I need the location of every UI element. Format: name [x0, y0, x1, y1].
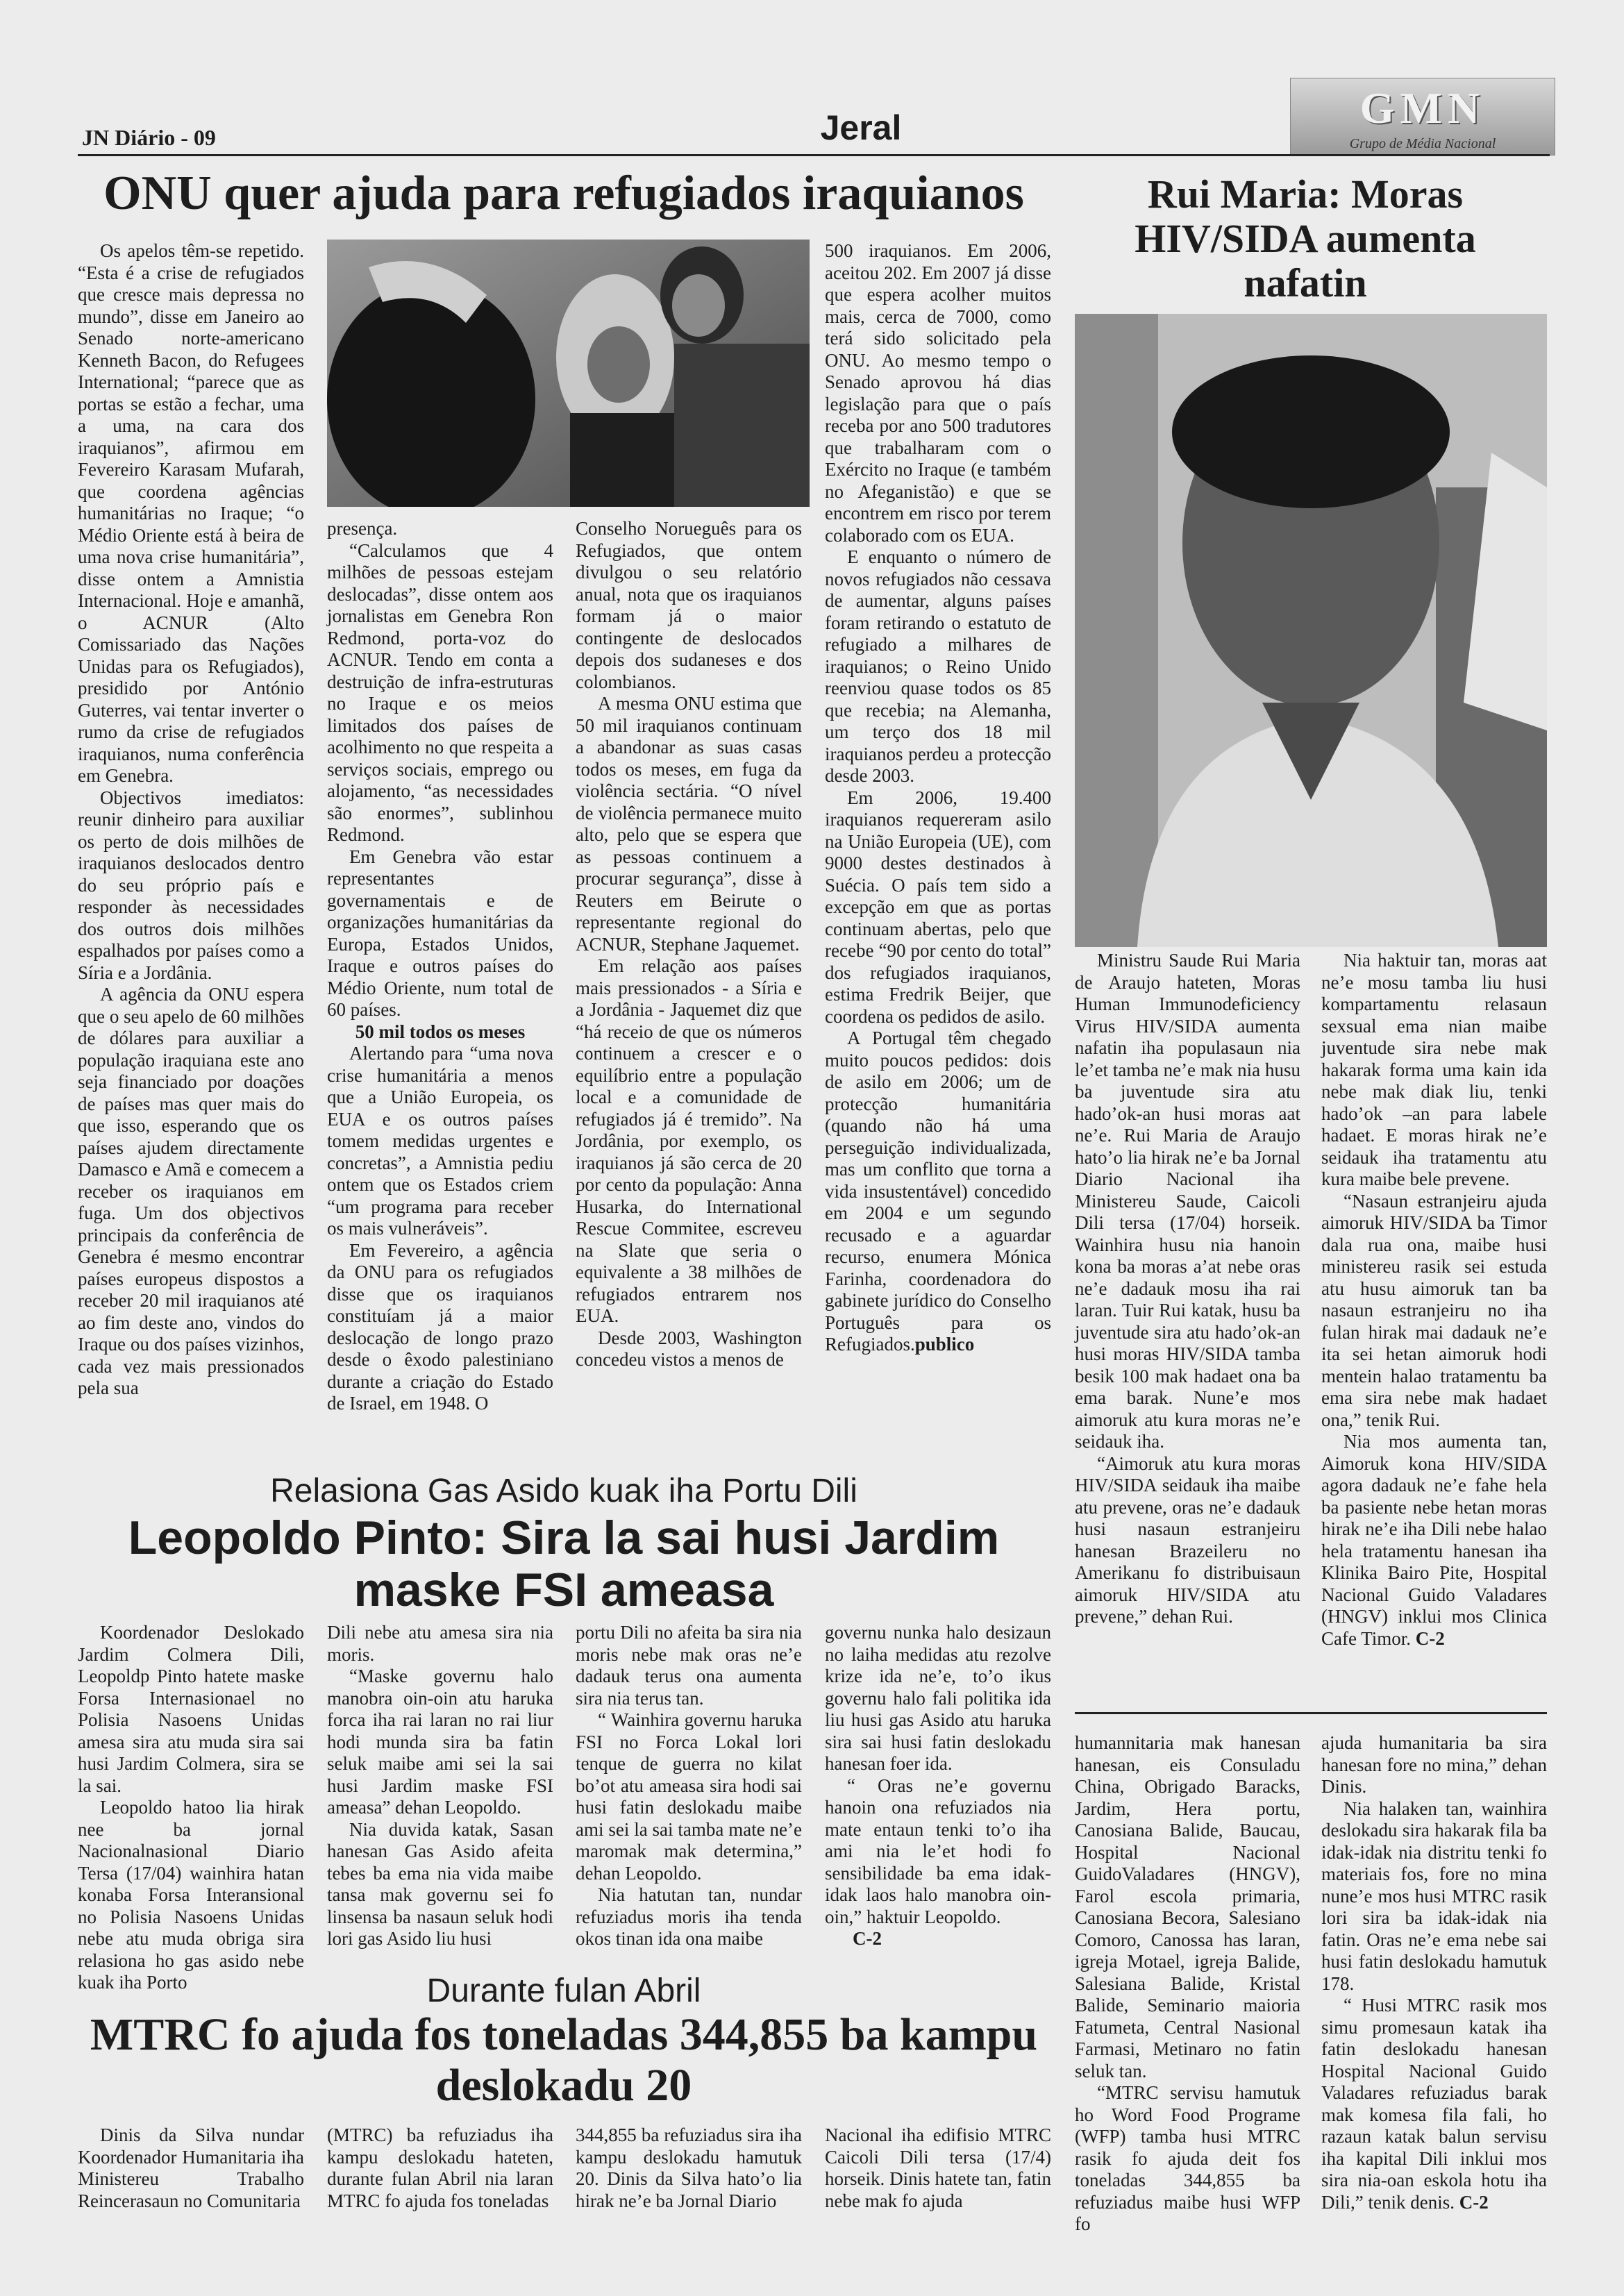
article1-col1	[78, 240, 304, 1400]
rui-maria-portrait	[1075, 314, 1547, 947]
paragraph-text: A Portugal têm chegado muito poucos pedidos: dois de asilo em 2006; um de protecção humanitária (quando não há uma perseguição individualizada, mas um conflito que torna a vida insustentável) concedido em 2004 e um segundo recusado e a aguardar recurso, enumera Mónica Farinha, coordenadora do gabinete jurídico do Conselho Português para os Refugiados.	[825, 1028, 1051, 1355]
paragraph: Nia duvida katak, Sasan hanesan Gas Asido afeita tebes ba ema nia vida maibe tansa mak governu sei fo linsensa ba nasaun seluk hodi lori gas Asido liu husi	[327, 1818, 553, 1949]
source-tag: publico	[914, 1334, 975, 1355]
paragraph: A mesma ONU estima que 50 mil iraquianos continuam a abandonar as suas casas todos os meses, em fuga da violência sectária. “O nível de violência permanece muito alto, pelo que se espera que as pessoas continuem a procurar segurança”, disse à Reuters em Beirute o representante regional do ACNUR, Stephane Jaquemet.	[576, 693, 802, 955]
paragraph: governu nunka halo desizaun no laiha medidas atu rezolve krize ida ne’e, to’o ikus governu halo fali politika ida liu husi gas Asido atu haruka sira sai husi fatin deslokadu hanesan foer ida.	[825, 1622, 1051, 1774]
paragraph: portu Dili no afeita ba sira nia moris nebe mak oras ne’e dadauk terus ona aumenta sira nia terus tan.	[576, 1622, 802, 1709]
article4-headline: MTRC fo ajuda fos toneladas 344,855 ba kampu deslokadu 20	[90, 2009, 1038, 2111]
article4-col2	[327, 2125, 553, 2212]
paragraph-text: “ Husi MTRC rasik mos simu promesaun katak iha fatin deslokadu hanesan Hospital Nacional Guido Valadares refuziadus barak mak komesa fila fali, ho razaun katak balun servisu iha kapital Dili inklui mos sira nia-oan eskola hotu iha Dili,” tenik denis.	[1321, 1995, 1547, 2213]
article2-end-rule	[1075, 1712, 1547, 1714]
code-line	[825, 1928, 1051, 1950]
article1-col4	[825, 240, 1051, 1356]
paragraph: “ Wainhira governu haruka FSI no Forca Lokal lori tenque de guerra no kilat bo’ot atu ameasa sira hodi sai husi fatin deslokadu maibe ami sei la sai tamba mate ne’e maromak mak determina,” dehan Leopoldo.	[576, 1709, 802, 1884]
paragraph: Nia hatutan tan, nundar refuziadus moris iha tenda okos tinan ida ona maibe	[576, 1884, 802, 1949]
logo-subtitle: Grupo de Média Nacional	[1349, 136, 1496, 151]
gmn-logo	[1290, 78, 1555, 156]
paragraph: Conselho Norueguês para os Refugiados, que ontem divulgou o seu relatório anual, nota que os iraquianos formam já o maior contingente de deslocados depois dos sudaneses e dos colombianos.	[576, 518, 802, 692]
paragraph: Nia halaken tan, wainhira deslokadu sira hakarak fila ba idak-idak nia distritu tenki fo materiais fos, fore no mina nune’e mos husi MTRC rasik lori sira ba idak-idak nia fatin. Oras ne’e ema nebe sai husi fatin deslokadu hamutuk 178.	[1321, 1798, 1547, 1994]
article1-col3	[576, 518, 802, 1371]
article3-col1	[78, 1622, 304, 1994]
paragraph: Objectivos imediatos: reunir dinheiro para auxiliar os perto de dois milhões de iraquianos deslocados dentro do seu próprio país e responder às necessidades dos outros dois milhões espalhados por países como a Síria e a Jordânia.	[78, 787, 304, 983]
article3-headline: Leopoldo Pinto: Sira la sai husi Jardim maske FSI ameasa	[128, 1511, 1000, 1616]
paragraph: A agência da ONU espera que o seu apelo de 60 milhões de dólares para auxiliar a população iraquiana este ano seja financiado por doações de países mas quer mais do que isso, esperando que os países ajudem directamente Damasco e Amã e comecem a receber os iraquianos em fuga. Um dos objectivos principais da conferência de Genebra é mesmo encontrar países europeus dispostos a receber 20 mil iraquianos até ao fim deste ano, vindos do Iraque ou dos países vizinhos, cada vez mais pressionados pela sua	[78, 984, 304, 1398]
article2-col2	[1321, 950, 1547, 1650]
article-code: C-2	[1459, 2191, 1489, 2213]
paragraph: Os apelos têm-se repetido. “Esta é a crise de refugiados que cresce mais depressa no mundo”, disse em Janeiro ao Senado norte-americano Kenneth Bacon, do Refugees International; “parece que as portas se estão a fechar, uma a uma, na cara dos iraquianos”, afirmou em Fevereiro Karasam Mufarah, que coordena agências humanitárias no Iraque; “o Médio Oriente está à beira de uma nova crise humanitária”, disse ontem a Amnistia Internacional. Hoje e amanhã, o ACNUR (Alto Comissariado das Nações Unidas para os Refugiados), presidido por António Guterres, vai tentar inverter o rumo da crise de refugiados iraquianos, numa conferência em Genebra.	[78, 240, 304, 786]
paragraph: Leopoldo hatoo lia hirak nee ba jornal Nacionalnasional Diario Tersa (17/04) wainhira hatan konaba Forsa Interansional no Polisia Nasoens Unidas nebe atu muda obriga sira relasiona ho gas asido nebe kuak iha Porto	[78, 1797, 304, 1993]
paragraph: “Nasaun estranjeiru ajuda aimoruk HIV/SIDA ba Timor dala rua ona, maibe husi ministereu rasik sei estuda atu husu aimoruk tan ba nasaun estranjeiru no iha fulan hirak mai dadauk ne’e ita sei hetan aimoruk hodi mentein halao tratamentu ba ema sira nebe mak hadaet ona,” tenik Rui.	[1321, 1190, 1547, 1430]
refugee-women-photo	[327, 240, 810, 507]
subheading: 50 mil todos os meses	[355, 1021, 526, 1042]
logo-text: GMN	[1359, 83, 1486, 133]
paragraph: Em relação aos países mais pressionados - a Síria e a Jordânia - Jaquemet diz que “há receio de que os números continuem a crescer e o equilíbrio entre a população local e a comunidade de refugiados já é tremido”. Na Jordânia, por exemplo, os iraquianos já são cerca de 20 por cento da população: Anna Husarka, do International Rescue Commitee, escreveu na Slate que seria o equivalente a 38 milhões de refugiados entrarem nos EUA.	[576, 955, 802, 1326]
paragraph: ajuda humanitaria ba sira hanesan fore no mina,” dehan Dinis.	[1321, 1732, 1547, 1797]
paragraph: E enquanto o número de novos refugiados não cessava de aumentar, alguns países foram retirando o estatuto de refugiado a milhares de iraquianos; o Reino Unido reenviou quase todos os 85 que recebia; na Alemanha, um terço dos 18 mil iraquianos perdeu a protecção desde 2003.	[825, 546, 1051, 786]
paragraph: 344,855 ba refuziadus sira iha kampu deslokadu hamutuk 20. Dinis da Silva hato’o lia hirak ne’e ba Jornal Diario	[576, 2125, 802, 2211]
paragraph: humannitaria mak hanesan hanesan, eis Consuladu China, Obrigado Baracks, Jardim, Hera portu, Canosiana Balide, Baucau, Hospital Nacional GuidoValadares (HNGV), Farol escola primaria, Canosiana Becora, Salesiano Comoro, Canossa has laran, igreja Motael, igreja Balide, Salesiana Balide, Kristal Balide, Seminario maioria Fatumeta, Central Nasional Farmasi, Metinaro no fatin seluk tan.	[1075, 1732, 1300, 2081]
article4-col6	[1321, 1732, 1547, 2213]
paragraph: “ Oras ne’e governu hanoin ona refuziados nia mate entaun tenki to’o iha ami nia le’et hodi fo sensibilidade ba ema idak-idak laos halo manobra oin-oin,” haktuir Leopoldo.	[825, 1775, 1051, 1927]
paragraph: Nia haktuir tan, moras aat ne’e mosu tamba liu husi kompartamentu relasaun sexsual ema nian maibe juventude sira nebe mak hakarak forma uma kain ida nebe mak diak liu, tenki hado’ok –an para labele hadaet. E moras hirak ne’e seidauk iha tratamentu atu kura maibe bele prevene.	[1321, 950, 1547, 1189]
article4-col3	[576, 2125, 802, 2212]
paragraph: Ministru Saude Rui Maria de Araujo hateten, Moras Human Immunodeficiency Virus HIV/SIDA aumenta nafatin iha populasaun nia le’et tamba ne’e mak nia husu ba juventude sira atu hado’ok-an husi moras aat ne’e. Rui Maria de Araujo hato’o lia hirak ne’e ba Jornal Diario Nacional iha Ministereu Saude, Caicoli Dili tersa (17/04) horseik. Wainhira husu nia hanoin kona ba moras a’at nebe oras ne’e dadauk mosu iha rai laran. Tuir Rui katak, husu ba juventude sira atu hado’ok-an husi moras HIV/SIDA tamba besik 100 mak hadaet ona ba ema barak. Nune’e mos aimoruk atu kura moras ne’e seidauk iha.	[1075, 950, 1300, 1452]
paragraph: “Maske governu halo manobra oin-oin atu haruka forca iha rai laran no rai liur hodi munda sira ba fatin seluk maibe ami sei la sai husi Jardim maske FSI ameasa” dehan Leopoldo.	[327, 1666, 553, 1818]
paragraph: Em Fevereiro, a agência da ONU para os refugiados disse que os iraquianos constituíam já a maior deslocação de longo prazo desde o êxodo palestiniano durante a criação do Estado de Israel, em 1948. O	[327, 1239, 553, 1414]
paragraph: Koordenador Deslokado Jardim Colmera Dili, Leopoldp Pinto hatete maske Forsa Internasionael no Polisia Nasoens Unidas amesa sira atu muda sira sai husi Jardim Colmera, sira se la sai.	[78, 1622, 304, 1796]
paragraph: Em 2006, 19.400 iraquianos requereram asilo na União Europeia (UE), com 9000 destes destinados à Suécia. O país tem sido a excepção em que as portas continuam abertas, pelo que recebe “90 por cento do total” dos refugiados iraquianos, estima Fredrik Beijer, que coordena os pedidos de asilo.	[825, 787, 1051, 1027]
article3-col3	[576, 1622, 802, 1950]
paragraph: “MTRC servisu hamutuk ho Word Food Programe (WFP) tamba husi MTRC rasik fo ajuda deit fos toneladas 344,855 ba refuziadus maibe husi WFP fo	[1075, 2082, 1300, 2234]
article3-kicker: Relasiona Gas Asido kuak iha Portu Dili	[270, 1473, 857, 1509]
paragraph: “Calculamos que 4 milhões de pessoas estejam deslocadas”, disse ontem aos jornalistas em Genebra Ron Redmond, porta-voz do ACNUR. Tendo em conta a destruição de infra-estruturas no Iraque e os meios limitados dos países de acolhimento no que respeita a serviços sociais, emprego ou alojamento, “as necessidades são enormes”, sublinhou Redmond.	[327, 539, 553, 845]
paragraph: Dili nebe atu amesa sira nia moris.	[327, 1622, 553, 1665]
paragraph-last	[825, 1028, 1051, 1356]
paragraph: (MTRC) ba refuziadus iha kampu deslokadu hateten, durante fulan Abril nia laran MTRC fo ajuda fos toneladas	[327, 2125, 553, 2211]
paragraph-text: Nia mos aumenta tan, Aimoruk kona HIV/SIDA agora dadauk ne’e fahe hela ba pasiente nebe hetan moras hirak ne’e iha Dili nebe halao hela tratamentu hanesan iha Klinika Bairo Pite, Hospital Nacional Guido Valadares (HNGV) inklui mos Clinica Cafe Timor.	[1321, 1431, 1547, 1649]
article1-headline: ONU quer ajuda para refugiados iraquianos	[103, 167, 1024, 220]
article4-col4	[825, 2125, 1051, 2212]
paragraph: Alertando para “uma nova crise humanitária a menos que a União Europeia, os EUA e os outros países tomem medidas urgentes e concretas”, a Amnistia pediu ontem que os Estados criem “um programa para receber os mais vulneráveis”.	[327, 1043, 553, 1239]
article1-col2	[327, 518, 553, 1415]
paragraph: Em Genebra vão estar representantes governamentais e de organizações humanitárias da Europa, Estados Unidos, Iraque e outros países do Médio Oriente, num total de 60 países.	[327, 846, 553, 1020]
article-code: C-2	[853, 1928, 882, 1949]
paragraph: Desde 2003, Washington concedeu vistos a menos de	[576, 1327, 802, 1370]
paragraph-last	[1321, 1431, 1547, 1650]
article2-headline: Rui Maria: Moras HIV/SIDA aumenta nafatin	[1135, 171, 1476, 305]
paragraph: 500 iraquianos. Em 2006, aceitou 202. Em 2007 já disse que espera acolher muitos mais, cerca de 7000, como terá sido solicitado pela ONU. Ao mesmo tempo o Senado aprovou há dias legislação para que o país receba por ano 500 tradutores que trabalharam com o Exército no Iraque (e também no Afeganistão) e que se encontrem em risco por terem colaborado com os EUA.	[825, 240, 1051, 546]
paragraph: presença.	[327, 518, 398, 539]
article4-col5	[1075, 1732, 1300, 2236]
article3-col4	[825, 1622, 1051, 1950]
paragraph: “Aimoruk atu kura moras HIV/SIDA seidauk iha maibe atu prevene, oras ne’e dadauk husi nasaun estranjeiru hanesan Brazeileru no Amerikanu fo distribuisaun aimoruk HIV/SIDA atu prevene,” dehan Rui.	[1075, 1452, 1300, 1627]
section-title: Jeral	[820, 108, 902, 147]
article4-kicker: Durante fulan Abril	[426, 1972, 701, 2009]
article-code: C-2	[1415, 1627, 1445, 1649]
photo-graphic	[327, 240, 810, 507]
paragraph: Nacional iha edifisio MTRC Caicoli Dili tersa (17/4) horseik. Dinis hatete tan, fatin nebe mak fo ajuda	[825, 2125, 1051, 2211]
article2-col1	[1075, 950, 1300, 1628]
masthead-rule	[78, 154, 1550, 156]
portrait-graphic	[1075, 314, 1547, 947]
paragraph: Dinis da Silva nundar Koordenador Humanitaria iha Ministereu Trabalho Reincerasaun no Comunitaria	[78, 2125, 304, 2211]
paragraph-last	[1321, 1995, 1547, 2213]
article4-col1	[78, 2125, 304, 2212]
article3-col2	[327, 1622, 553, 1950]
page-label: JN Diário - 09	[82, 125, 216, 150]
